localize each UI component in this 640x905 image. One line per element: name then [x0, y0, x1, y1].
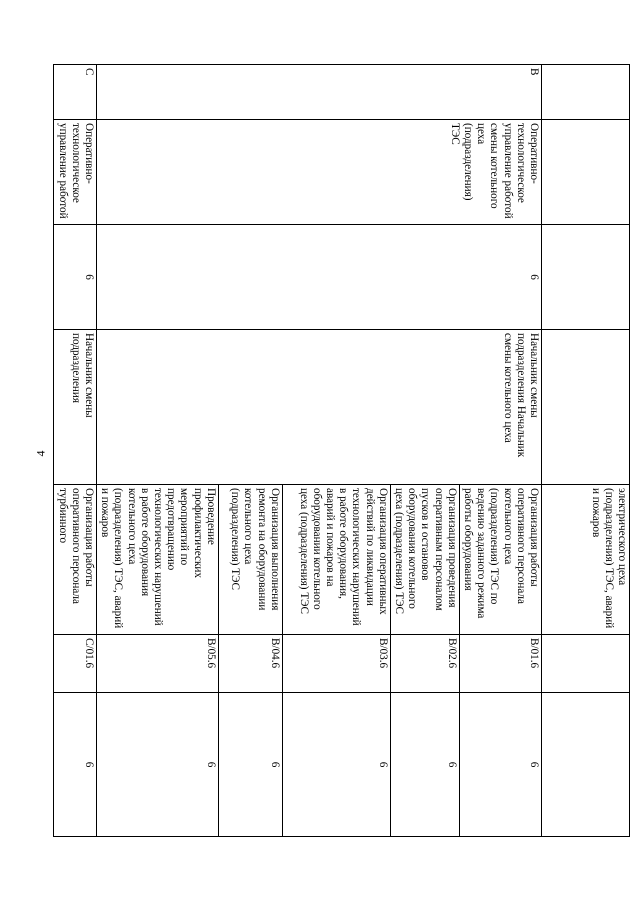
cell-labor-function: электрического цеха (подразделения) ТЭС, аварий и пожаров: [542, 485, 630, 635]
cell-position: Начальник смены подразделения: [54, 330, 97, 485]
cell-function: Оперативно-технологическое управление работой: [54, 120, 97, 225]
table-row: [459, 65, 541, 837]
cell-function-code: B/01.6: [459, 635, 541, 693]
cell-labor-function: Организация оперативных действий по ликвидации технологических нарушений в работе оборудования, аварий и пожаров на оборудовании котельного цеха (подразделения) ТЭС: [282, 485, 390, 635]
cell-function-code: B/03.6: [282, 635, 390, 693]
cell-function-code: C/01.6: [54, 635, 97, 693]
cell-function-code: [542, 635, 630, 693]
cell-function-code: B/05.6: [96, 635, 218, 693]
cell-function-code: B/04.6: [218, 635, 282, 693]
cell-level: [542, 225, 630, 330]
cell-level: 6: [54, 225, 97, 330]
cell-code: C: [54, 65, 97, 120]
cell-labor-function: Проведение профилактических мероприятий по предотвращению технологических нарушений в работе оборудования котельного цеха (подразделения) ТЭС, аварий и пожаров: [96, 485, 218, 635]
cell-position: Начальник смены подразделения Начальник смены котельного цеха: [96, 330, 541, 485]
cell-position: [542, 330, 630, 485]
cell-function-code: B/02.6: [390, 635, 459, 693]
cell-function: Оперативно-технологическое управление работой смены котельного цеха (подразделения) ТЭС: [96, 120, 541, 225]
cell-labor-function: Организация работы оперативного персонала котельного цеха (подразделения) ТЭС по ведению заданного режима работы оборудования: [459, 485, 541, 635]
cell-function-level: 6: [218, 693, 282, 837]
cell-function-level: 6: [96, 693, 218, 837]
cell-function-level: 6: [459, 693, 541, 837]
cell-code: [542, 65, 630, 120]
cell-function-level: 6: [390, 693, 459, 837]
page-number: 4: [33, 450, 48, 457]
cell-function-level: [542, 693, 630, 837]
rotated-table-container: [56, 64, 630, 836]
cell-labor-function: Организация проведения оперативным персоналом пусков и остановов оборудования котельного цеха (подразделения) ТЭС: [390, 485, 459, 635]
cell-labor-function: Организация выполнения ремонта на оборудовании котельного цеха (подразделения) ТЭС: [218, 485, 282, 635]
cell-code: B: [96, 65, 541, 120]
cell-function-level: 6: [54, 693, 97, 837]
qualification-table: [53, 64, 630, 837]
cell-level: 6: [96, 225, 541, 330]
cell-function: [542, 120, 630, 225]
table-row: [542, 65, 630, 837]
table-row: [54, 65, 97, 837]
cell-labor-function: Организация работы оперативного персонала турбинного: [54, 485, 97, 635]
cell-function-level: 6: [282, 693, 390, 837]
